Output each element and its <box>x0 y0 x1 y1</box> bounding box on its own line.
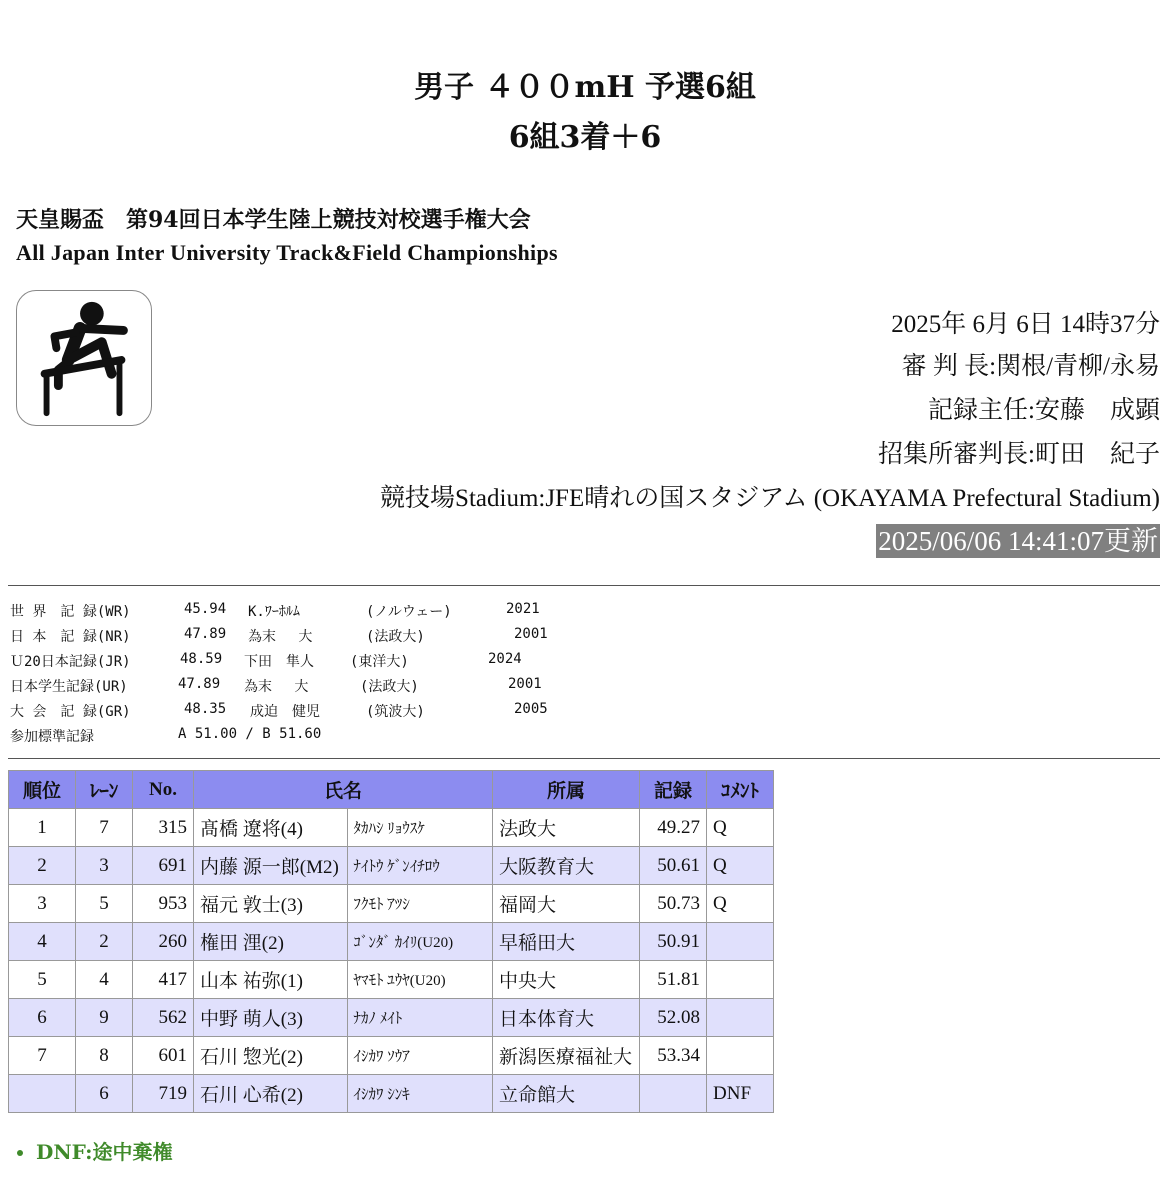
recorder: 記録主任:安藤 成顕 <box>928 397 1160 424</box>
cell-lane: 9 <box>76 999 133 1037</box>
cell-team: 新潟医療福祉大 <box>493 1037 640 1075</box>
cell-kana: ｺﾞﾝﾀﾞ ｶｲﾘ(U20) <box>347 923 493 961</box>
cell-team: 日本体育大 <box>493 999 640 1037</box>
header-comment: ｺﾒﾝﾄ <box>707 771 774 809</box>
cell-kana: ｲｼｶﾜ ｼﾝｷ <box>347 1075 493 1113</box>
cell-kana: ﾔﾏﾓﾄ ﾕｳﾔ(U20) <box>347 961 493 999</box>
cell-mark: 53.34 <box>640 1037 707 1075</box>
cell-comment <box>707 999 774 1037</box>
divider <box>8 585 1160 586</box>
record-label: 大 会 記 録(GR) <box>10 704 131 720</box>
page-title: 男子 ４００mH 予選6組 <box>414 70 756 105</box>
cell-number: 953 <box>133 885 194 923</box>
meet-name-english: All Japan Inter University Track&Field Championships <box>16 240 558 265</box>
record-year: 2024 <box>488 651 522 667</box>
record-mark: 48.59 <box>180 651 223 667</box>
cell-team: 大阪教育大 <box>493 847 640 885</box>
header-name: 氏名 <box>194 771 493 809</box>
cell-mark: 50.61 <box>640 847 707 885</box>
cell-comment <box>707 961 774 999</box>
record-mark: 45.94 <box>184 601 227 617</box>
cell-kana: ﾌｸﾓﾄ ｱﾂｼ <box>347 885 493 923</box>
cell-rank: 1 <box>9 809 76 847</box>
record-holder: 為末 大 <box>244 679 309 695</box>
qualifying-standard: A 51.00 / B 51.60 <box>178 726 322 742</box>
meet-name-japanese: 天皇賜盃 第94回日本学生陸上競技対校選手権大会 <box>16 207 531 233</box>
referee: 審 判 長:関根/青柳/永易 <box>901 353 1160 380</box>
record-holder: 成迫 健児 <box>250 704 320 720</box>
cell-lane: 5 <box>76 885 133 923</box>
notes-list <box>36 1136 173 1165</box>
cell-comment: DNF <box>707 1075 774 1113</box>
record-mark: 47.89 <box>184 626 227 642</box>
record-holder: 下田 隼人 <box>244 654 314 670</box>
record-mark: 47.89 <box>178 676 221 692</box>
record-team: (筑波大) <box>366 704 425 720</box>
cell-kana: ﾅｶﾉ ﾒｲﾄ <box>347 999 493 1037</box>
cell-kana: ﾀｶﾊｼ ﾘｮｳｽｹ <box>347 809 493 847</box>
cell-lane: 7 <box>76 809 133 847</box>
header-number: No. <box>133 771 194 809</box>
table-row <box>9 885 774 923</box>
cell-rank <box>9 1075 76 1113</box>
header-rank: 順位 <box>9 771 76 809</box>
divider <box>8 758 1160 759</box>
cell-mark: 52.08 <box>640 999 707 1037</box>
cell-name: 内藤 源一郎(M2) <box>194 847 348 885</box>
stadium: 競技場Stadium:JFE晴れの国スタジアム (OKAYAMA Prefectural Stadium) <box>380 485 1160 512</box>
cell-name: 石川 心希(2) <box>194 1075 348 1113</box>
cell-mark: 49.27 <box>640 809 707 847</box>
record-year: 2001 <box>514 626 548 642</box>
record-mark: 48.35 <box>184 701 227 717</box>
cell-lane: 2 <box>76 923 133 961</box>
record-label: 日 本 記 録(NR) <box>10 629 131 645</box>
cell-lane: 8 <box>76 1037 133 1075</box>
table-row <box>9 999 774 1037</box>
cell-name: 中野 萌人(3) <box>194 999 348 1037</box>
cell-lane: 6 <box>76 1075 133 1113</box>
record-team: (東洋大) <box>350 654 409 670</box>
record-holder: 為末 大 <box>248 629 313 645</box>
cell-comment: Q <box>707 885 774 923</box>
table-row <box>9 1037 774 1075</box>
cell-name: 権田 浬(2) <box>194 923 348 961</box>
table-row <box>9 961 774 999</box>
cell-kana: ﾅｲﾄｳ ｹﾞﾝｲﾁﾛｳ <box>347 847 493 885</box>
cell-lane: 4 <box>76 961 133 999</box>
header-team: 所属 <box>493 771 640 809</box>
cell-rank: 7 <box>9 1037 76 1075</box>
call-room-referee: 招集所審判長:町田 紀子 <box>878 441 1160 468</box>
record-holder: K.ﾜｰﾎﾙﾑ <box>248 604 300 620</box>
cell-number: 315 <box>133 809 194 847</box>
cell-team: 中央大 <box>493 961 640 999</box>
table-row <box>9 809 774 847</box>
table-header-row <box>9 771 774 809</box>
record-team: (ノルウェー) <box>366 604 452 620</box>
cell-comment <box>707 1037 774 1075</box>
record-team: (法政大) <box>360 679 419 695</box>
table-row <box>9 923 774 961</box>
table-row <box>9 847 774 885</box>
cell-rank: 2 <box>9 847 76 885</box>
record-year: 2001 <box>508 676 542 692</box>
cell-mark: 51.81 <box>640 961 707 999</box>
header-lane: ﾚｰﾝ <box>76 771 133 809</box>
cell-number: 601 <box>133 1037 194 1075</box>
cell-mark <box>640 1075 707 1113</box>
cell-comment: Q <box>707 809 774 847</box>
cell-number: 691 <box>133 847 194 885</box>
cell-name: 福元 敦士(3) <box>194 885 348 923</box>
cell-comment <box>707 923 774 961</box>
datetime: 2025年 6月 6日 14時37分 <box>891 311 1160 338</box>
cell-rank: 3 <box>9 885 76 923</box>
record-label: 日本学生記録(UR) <box>10 679 128 695</box>
record-label: Ｕ20日本記録(JR) <box>10 654 131 670</box>
cell-mark: 50.73 <box>640 885 707 923</box>
updated-timestamp: 2025/06/06 14:41:07更新 <box>878 526 1158 556</box>
cell-rank: 5 <box>9 961 76 999</box>
cell-rank: 6 <box>9 999 76 1037</box>
record-label: 参加標準記録 <box>10 729 94 745</box>
cell-number: 260 <box>133 923 194 961</box>
cell-rank: 4 <box>9 923 76 961</box>
hurdles-icon <box>16 290 152 426</box>
header-mark: 記録 <box>640 771 707 809</box>
cell-kana: ｲｼｶﾜ ｿｳｱ <box>347 1037 493 1075</box>
record-year: 2021 <box>506 601 540 617</box>
cell-team: 立命館大 <box>493 1075 640 1113</box>
cell-team: 福岡大 <box>493 885 640 923</box>
cell-comment: Q <box>707 847 774 885</box>
cell-name: 石川 惣光(2) <box>194 1037 348 1075</box>
cell-number: 417 <box>133 961 194 999</box>
cell-name: 山本 祐弥(1) <box>194 961 348 999</box>
cell-number: 719 <box>133 1075 194 1113</box>
results-table <box>8 770 774 1113</box>
heat-qualification: 6組3着＋6 <box>508 120 662 155</box>
cell-name: 髙橋 遼将(4) <box>194 809 348 847</box>
cell-team: 法政大 <box>493 809 640 847</box>
record-label: 世 界 記 録(WR) <box>10 604 131 620</box>
cell-lane: 3 <box>76 847 133 885</box>
cell-team: 早稲田大 <box>493 923 640 961</box>
table-row <box>9 1075 774 1113</box>
cell-mark: 50.91 <box>640 923 707 961</box>
record-team: (法政大) <box>366 629 425 645</box>
cell-number: 562 <box>133 999 194 1037</box>
record-year: 2005 <box>514 701 548 717</box>
note-item: • DNF:途中棄権 <box>36 1136 173 1165</box>
